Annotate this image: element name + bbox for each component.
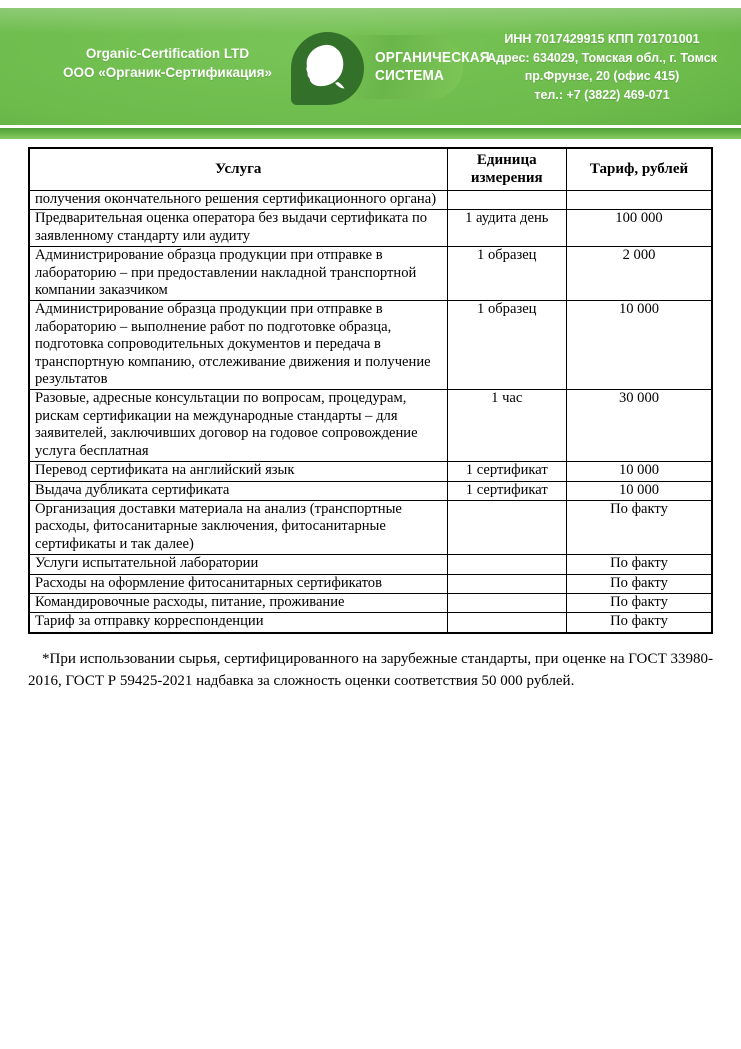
table-row [29, 301, 712, 390]
company-name-en: Organic-Certification LTD [85, 46, 250, 61]
table-row [29, 390, 712, 462]
column-header-tariff: Тариф, рублей [567, 148, 712, 191]
cell-service: получения окончательного решения сертификационного органа) [29, 191, 447, 210]
contact-address-line1: Адрес: 634029, Томская обл., г. Томск [487, 50, 717, 65]
cell-unit: 1 аудита день [447, 210, 567, 247]
cell-service: Предварительная оценка оператора без выдачи сертификата по заявленному стандарту или аудиту [29, 210, 447, 247]
cell-tariff: По факту [567, 613, 712, 633]
logo-leaf-badge [291, 32, 364, 105]
cell-service: Администрирование образца продукции при отправке в лабораторию – при предоставлении накладной транспортной компании заказчиком [29, 247, 447, 301]
cell-tariff: 10 000 [567, 462, 712, 481]
logo-word-line1: ОРГАНИЧЕСКАЯ [375, 50, 490, 66]
cell-service: Разовые, адресные консультации по вопросам, процедурам, рискам сертификации на международные стандарты – для заявителей, заключивших договор на годовое сопровождение услуга бесплатная [29, 390, 447, 462]
organic-system-logo [293, 35, 490, 99]
cell-unit: 1 час [447, 390, 567, 462]
cell-service: Организация доставки материала на анализ (транспортные расходы, фитосанитарные заключения, фитосанитарные сертификаты и так далее) [29, 500, 447, 554]
cell-service: Выдача дубликата сертификата [29, 481, 447, 500]
header-band [0, 8, 741, 125]
tariff-table-body [29, 191, 712, 633]
cell-tariff: По факту [567, 555, 712, 574]
cell-unit [447, 613, 567, 633]
cell-tariff: 2 000 [567, 247, 712, 301]
column-header-service: Услуга [29, 148, 447, 191]
cell-service: Администрирование образца продукции при отправке в лабораторию – выполнение работ по подготовке образца, подготовка сопроводительных документов и передача в транспортную компанию, отслеживание движения и получение результатов [29, 301, 447, 390]
cell-service: Расходы на оформление фитосанитарных сертификатов [29, 574, 447, 593]
cell-service: Перевод сертификата на английский язык [29, 462, 447, 481]
cell-tariff: По факту [567, 574, 712, 593]
cell-tariff: По факту [567, 500, 712, 554]
cell-tariff: 10 000 [567, 301, 712, 390]
cell-tariff [567, 191, 712, 210]
cell-unit [447, 500, 567, 554]
table-row [29, 210, 712, 247]
header-divider-rule [0, 128, 741, 139]
leaf-icon [304, 43, 350, 91]
table-row [29, 555, 712, 574]
cell-unit [447, 191, 567, 210]
table-row [29, 481, 712, 500]
table-row [29, 574, 712, 593]
cell-tariff: 100 000 [567, 210, 712, 247]
contact-info-block [471, 30, 733, 104]
cell-tariff: 30 000 [567, 390, 712, 462]
cell-unit: 1 сертификат [447, 462, 567, 481]
cell-unit: 1 образец [447, 301, 567, 390]
column-header-unit: Единица измерения [447, 148, 567, 191]
table-row [29, 462, 712, 481]
logo-word-line2: СИСТЕМА [375, 68, 445, 84]
contact-phone: тел.: +7 (3822) 469-071 [534, 87, 670, 102]
cell-unit: 1 образец [447, 247, 567, 301]
table-header-row [29, 148, 712, 191]
cell-tariff: 10 000 [567, 481, 712, 500]
cell-unit [447, 574, 567, 593]
contact-address-line2: пр.Фрунзе, 20 (офис 415) [524, 69, 680, 83]
cell-unit: 1 сертификат [447, 481, 567, 500]
cell-tariff: По факту [567, 593, 712, 612]
table-row [29, 613, 712, 633]
table-row [29, 191, 712, 210]
tariff-table [28, 147, 713, 634]
table-row [29, 500, 712, 554]
company-name-ru: ООО «Органик-Сертификация» [63, 65, 272, 80]
cell-unit [447, 555, 567, 574]
cell-unit [447, 593, 567, 612]
footnote-text: *При использовании сырья, сертифицированного на зарубежные стандарты, при оценке на ГОСТ 33980-2016, ГОСТ Р 59425-2021 надбавка за сложность оценки соответствия 50 000 рублей. [28, 651, 713, 689]
table-row [29, 247, 712, 301]
cell-service: Услуги испытательной лаборатории [29, 555, 447, 574]
company-name-block [0, 44, 335, 82]
cell-service: Командировочные расходы, питание, проживание [29, 593, 447, 612]
cell-service: Тариф за отправку корреспонденции [29, 613, 447, 633]
table-row [29, 593, 712, 612]
contact-inn-kpp: ИНН 7017429915 КПП 701701001 [504, 32, 700, 46]
